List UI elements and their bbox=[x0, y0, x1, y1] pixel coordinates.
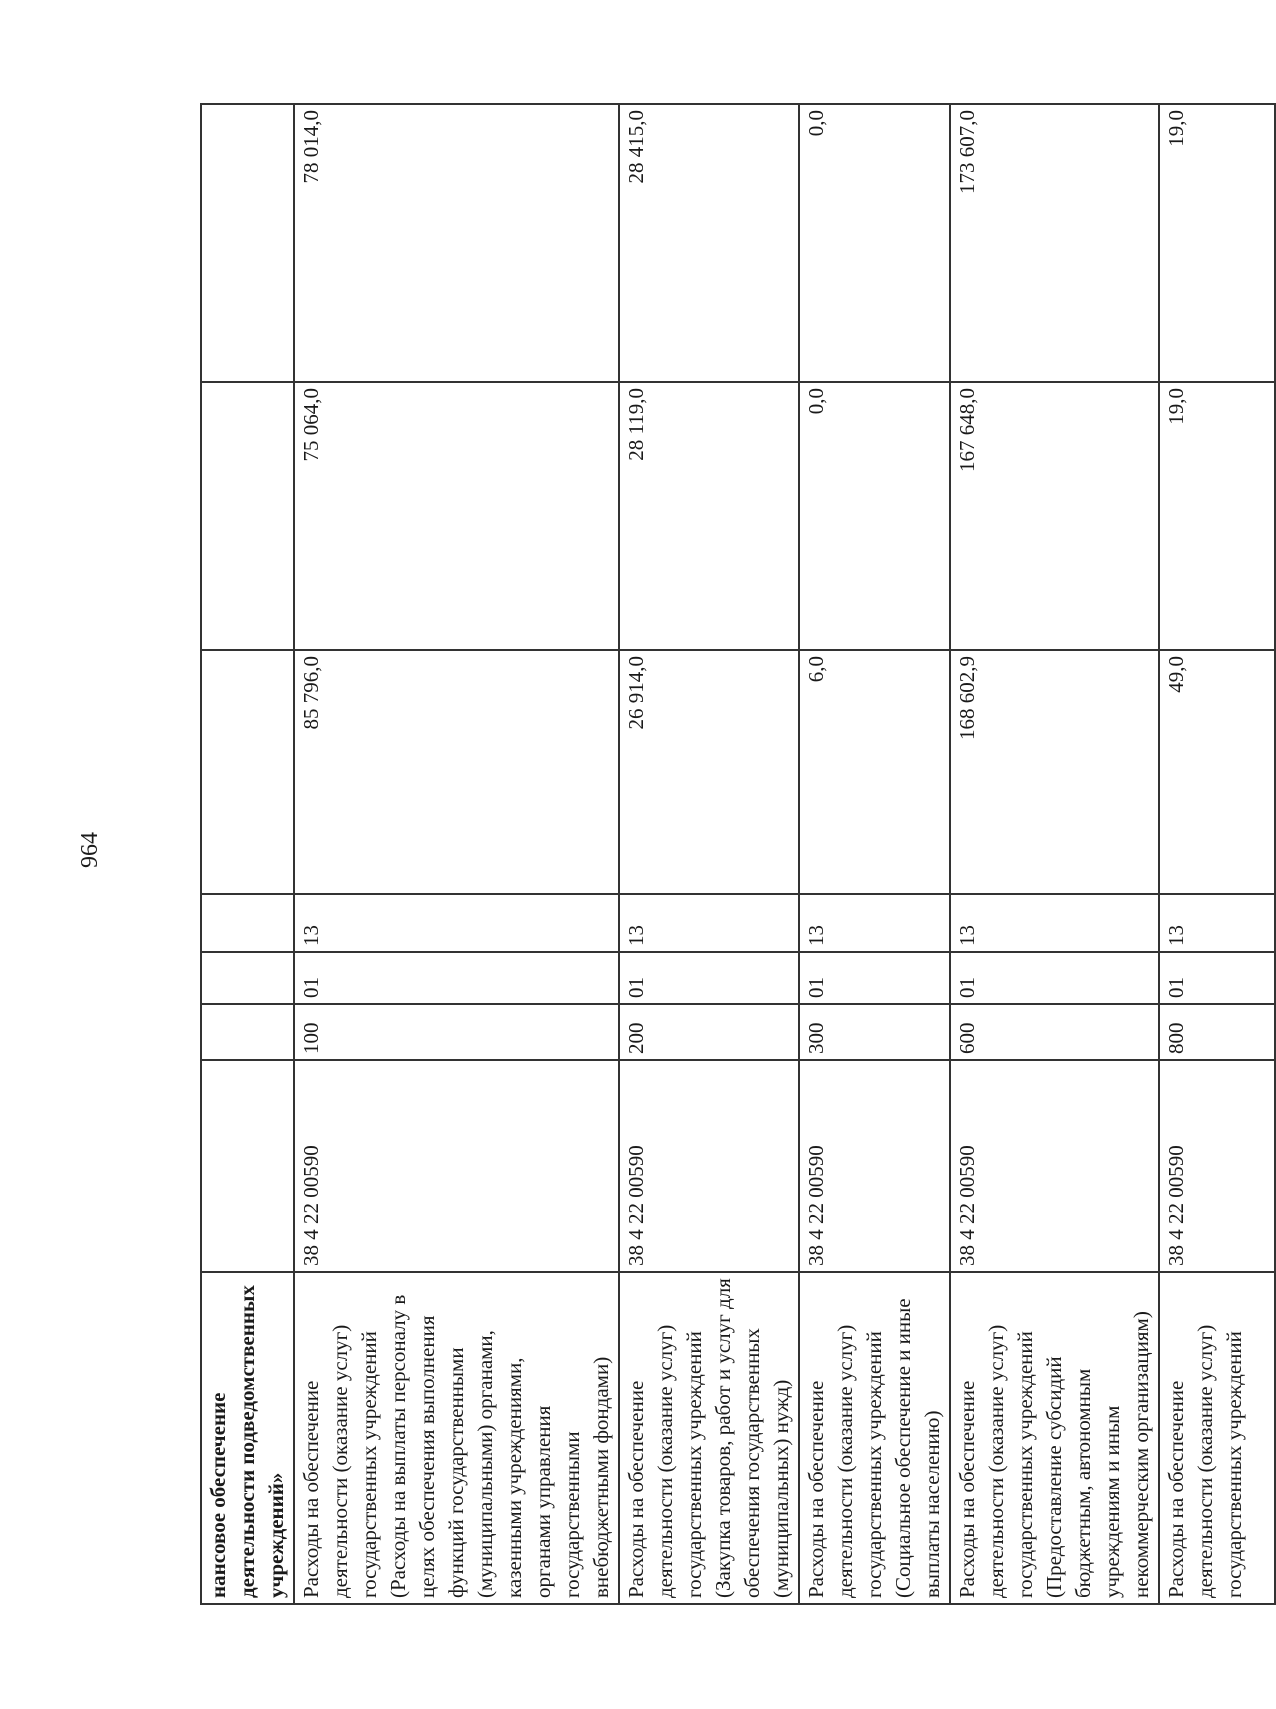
target-article-code: 38 4 22 00590 bbox=[294, 1060, 619, 1272]
table-row bbox=[799, 104, 950, 1604]
empty-cell bbox=[201, 104, 294, 382]
amount-year-1: 26 914,0 bbox=[619, 650, 799, 894]
empty-cell bbox=[201, 1060, 294, 1272]
subsection-code: 13 bbox=[950, 894, 1159, 952]
page-number: 964 bbox=[77, 832, 103, 868]
table-row bbox=[1159, 104, 1275, 1604]
budget-table bbox=[200, 103, 1276, 1605]
subsection-code: 13 bbox=[294, 894, 619, 952]
section-header-row bbox=[201, 104, 294, 1604]
section-code: 01 bbox=[1159, 952, 1275, 1004]
target-article-code: 38 4 22 00590 bbox=[619, 1060, 799, 1272]
section-header-label: нансовое обеспечение деятельности подведомственных учреждений» bbox=[201, 1272, 294, 1604]
empty-cell bbox=[201, 952, 294, 1004]
target-article-code: 38 4 22 00590 bbox=[799, 1060, 950, 1272]
amount-year-1: 6,0 bbox=[799, 650, 950, 894]
amount-year-3: 173 607,0 bbox=[950, 104, 1159, 382]
section-code: 01 bbox=[799, 952, 950, 1004]
empty-cell bbox=[201, 650, 294, 894]
table-row bbox=[294, 104, 619, 1604]
amount-year-3: 0,0 bbox=[799, 104, 950, 382]
expense-type-code: 200 bbox=[619, 1004, 799, 1060]
expense-name: Расходы на обеспечение деятельности (оказание услуг) государственных учреждений (Расходы на выплаты персоналу в целях обеспечения выполнения функций государственными (муниципальными) органами, казенными учреждениями, органами управления государственными внебюджетными фондами) bbox=[294, 1272, 619, 1604]
expense-name: Расходы на обеспечение деятельности (оказание услуг) государственных учреждений (Закупка товаров, работ и услуг для обеспечения государственных (муниципальных) нужд) bbox=[619, 1272, 799, 1604]
expense-name: Расходы на обеспечение деятельности (оказание услуг) государственных учреждений bbox=[1159, 1272, 1275, 1604]
expense-name: Расходы на обеспечение деятельности (оказание услуг) государственных учреждений (Предоставление субсидий бюджетным, автономным учреждениям и иным некоммерческим организациям) bbox=[950, 1272, 1159, 1604]
table-row bbox=[619, 104, 799, 1604]
subsection-code: 13 bbox=[1159, 894, 1275, 952]
amount-year-1: 49,0 bbox=[1159, 650, 1275, 894]
expense-type-code: 800 bbox=[1159, 1004, 1275, 1060]
amount-year-3: 78 014,0 bbox=[294, 104, 619, 382]
table-wrapper bbox=[200, 105, 1246, 1605]
amount-year-2: 19,0 bbox=[1159, 382, 1275, 650]
empty-cell bbox=[201, 382, 294, 650]
amount-year-2: 167 648,0 bbox=[950, 382, 1159, 650]
target-article-code: 38 4 22 00590 bbox=[1159, 1060, 1275, 1272]
subsection-code: 13 bbox=[799, 894, 950, 952]
amount-year-3: 19,0 bbox=[1159, 104, 1275, 382]
section-code: 01 bbox=[950, 952, 1159, 1004]
section-code: 01 bbox=[619, 952, 799, 1004]
amount-year-2: 0,0 bbox=[799, 382, 950, 650]
expense-type-code: 300 bbox=[799, 1004, 950, 1060]
expense-name: Расходы на обеспечение деятельности (оказание услуг) государственных учреждений (Социальное обеспечение и иные выплаты населению) bbox=[799, 1272, 950, 1604]
expense-type-code: 600 bbox=[950, 1004, 1159, 1060]
empty-cell bbox=[201, 1004, 294, 1060]
amount-year-1: 85 796,0 bbox=[294, 650, 619, 894]
amount-year-3: 28 415,0 bbox=[619, 104, 799, 382]
table-row bbox=[950, 104, 1159, 1604]
empty-cell bbox=[201, 894, 294, 952]
subsection-code: 13 bbox=[619, 894, 799, 952]
expense-type-code: 100 bbox=[294, 1004, 619, 1060]
section-code: 01 bbox=[294, 952, 619, 1004]
amount-year-1: 168 602,9 bbox=[950, 650, 1159, 894]
amount-year-2: 75 064,0 bbox=[294, 382, 619, 650]
amount-year-2: 28 119,0 bbox=[619, 382, 799, 650]
target-article-code: 38 4 22 00590 bbox=[950, 1060, 1159, 1272]
